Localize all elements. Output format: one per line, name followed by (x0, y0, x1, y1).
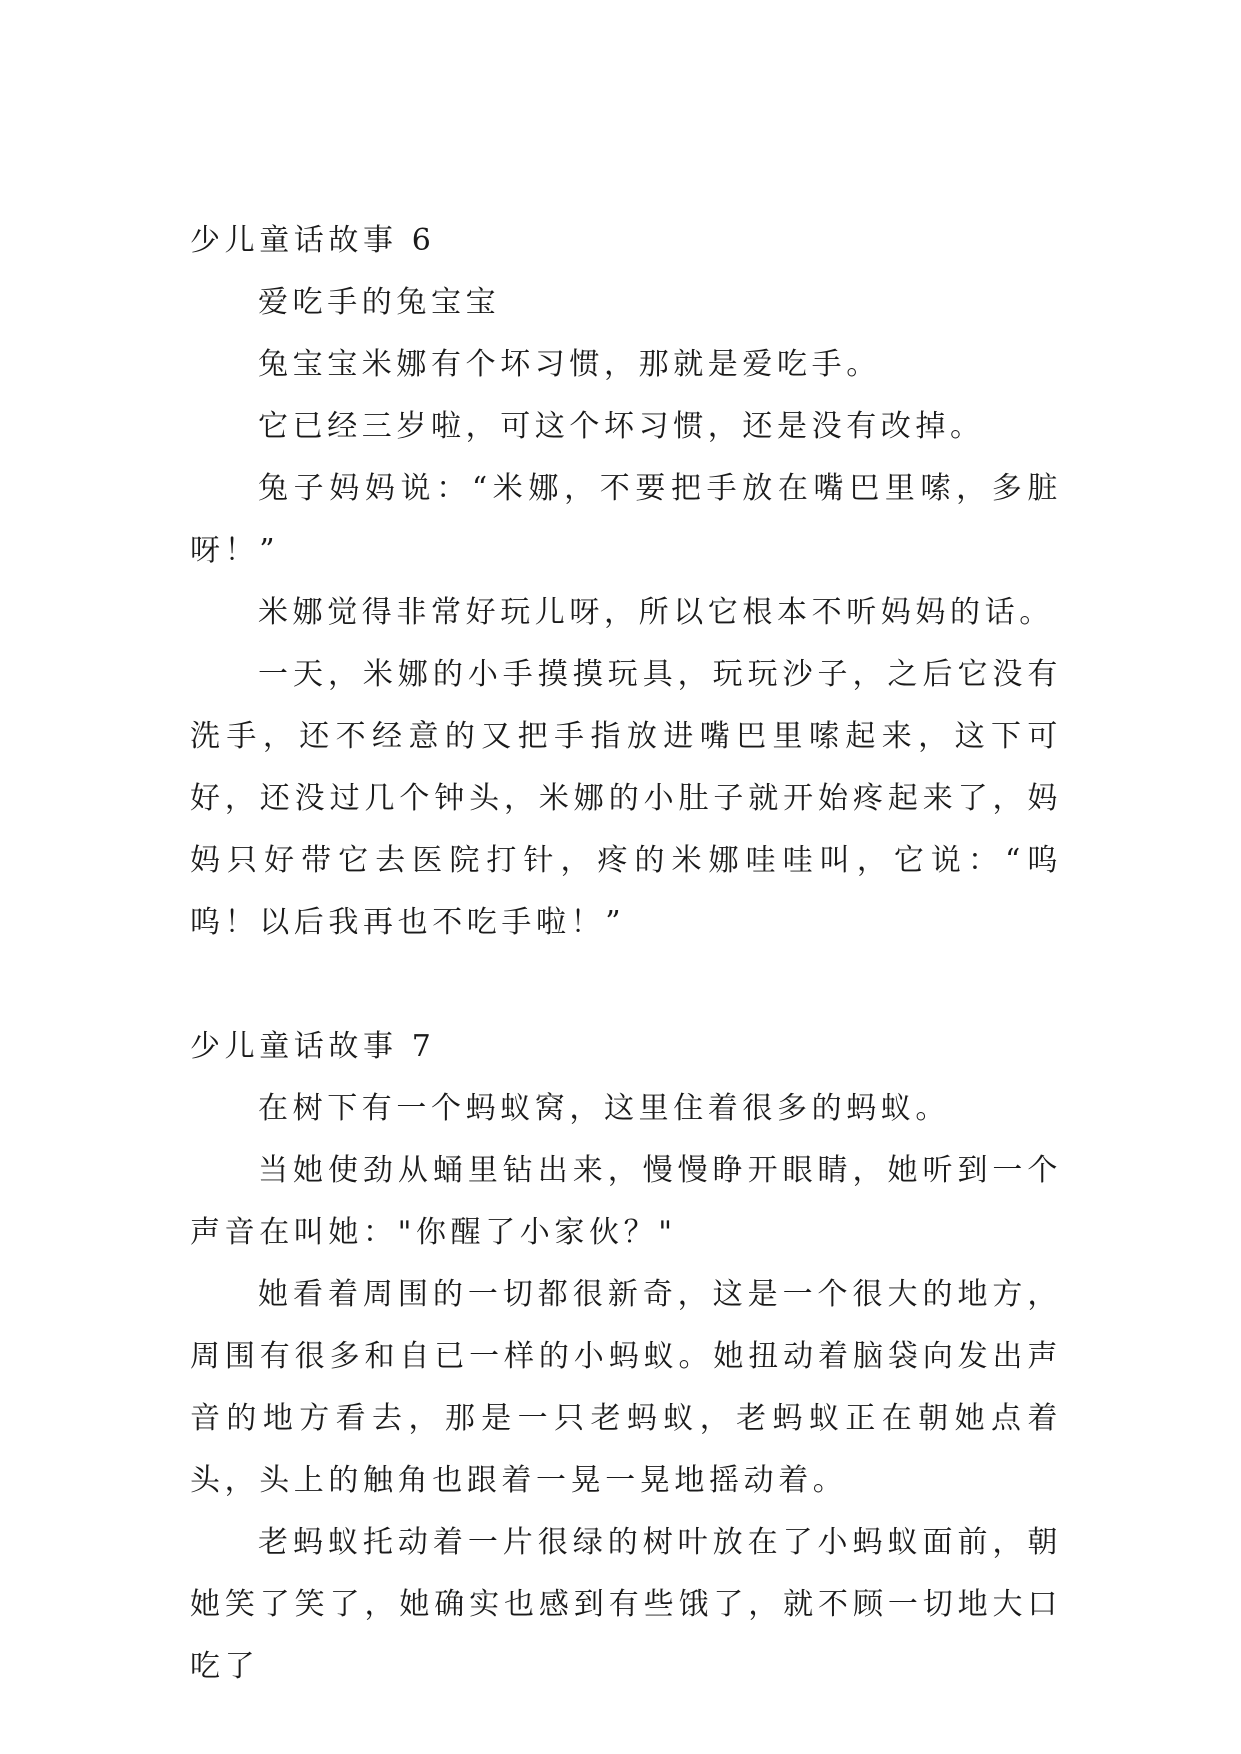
paragraph: 它已经三岁啦，可这个坏习惯，还是没有改掉。 (258, 409, 985, 444)
story-title: 爱吃手的兔宝宝 (258, 285, 501, 320)
section-spacer (190, 954, 1062, 1016)
paragraph: 兔宝宝米娜有个坏习惯，那就是爱吃手。 (258, 347, 881, 382)
paragraph: 兔子妈妈说：“米娜，不要把手放在嘴巴里嗦，多脏呀！” (190, 471, 1062, 568)
paragraph: 当她使劲从蛹里钻出来，慢慢睁开眼睛，她听到一个声音在叫她："你醒了小家伙？" (190, 1153, 1062, 1250)
paragraph: 米娜觉得非常好玩儿呀，所以它根本不听妈妈的话。 (258, 595, 1054, 630)
story-heading: 少儿童话故事 6 (190, 223, 436, 258)
paragraph: 她看着周围的一切都很新奇，这是一个很大的地方，周围有很多和自已一样的小蚂蚁。她扭动着脑袋向发出声音的地方看去，那是一只老蚂蚁，老蚂蚁正在朝她点着头，头上的触角也跟着一晃一晃地摇动着。 (190, 1277, 1062, 1498)
story-heading: 少儿童话故事 7 (190, 1029, 436, 1064)
story-section-6 (190, 210, 1062, 954)
document-body (190, 210, 1062, 1698)
paragraph: 老蚂蚁托动着一片很绿的树叶放在了小蚂蚁面前，朝她笑了笑了，她确实也感到有些饿了，就不顾一切地大口吃了 (190, 1525, 1062, 1684)
paragraph: 一天，米娜的小手摸摸玩具，玩玩沙子，之后它没有洗手，还不经意的又把手指放进嘴巴里嗦起来，这下可好，还没过几个钟头，米娜的小肚子就开始疼起来了，妈妈只好带它去医院打针，疼的米娜哇哇叫，它说：“呜呜！以后我再也不吃手啦！” (190, 657, 1062, 940)
paragraph: 在树下有一个蚂蚁窝，这里住着很多的蚂蚁。 (258, 1091, 950, 1126)
story-section-7 (190, 1016, 1062, 1698)
